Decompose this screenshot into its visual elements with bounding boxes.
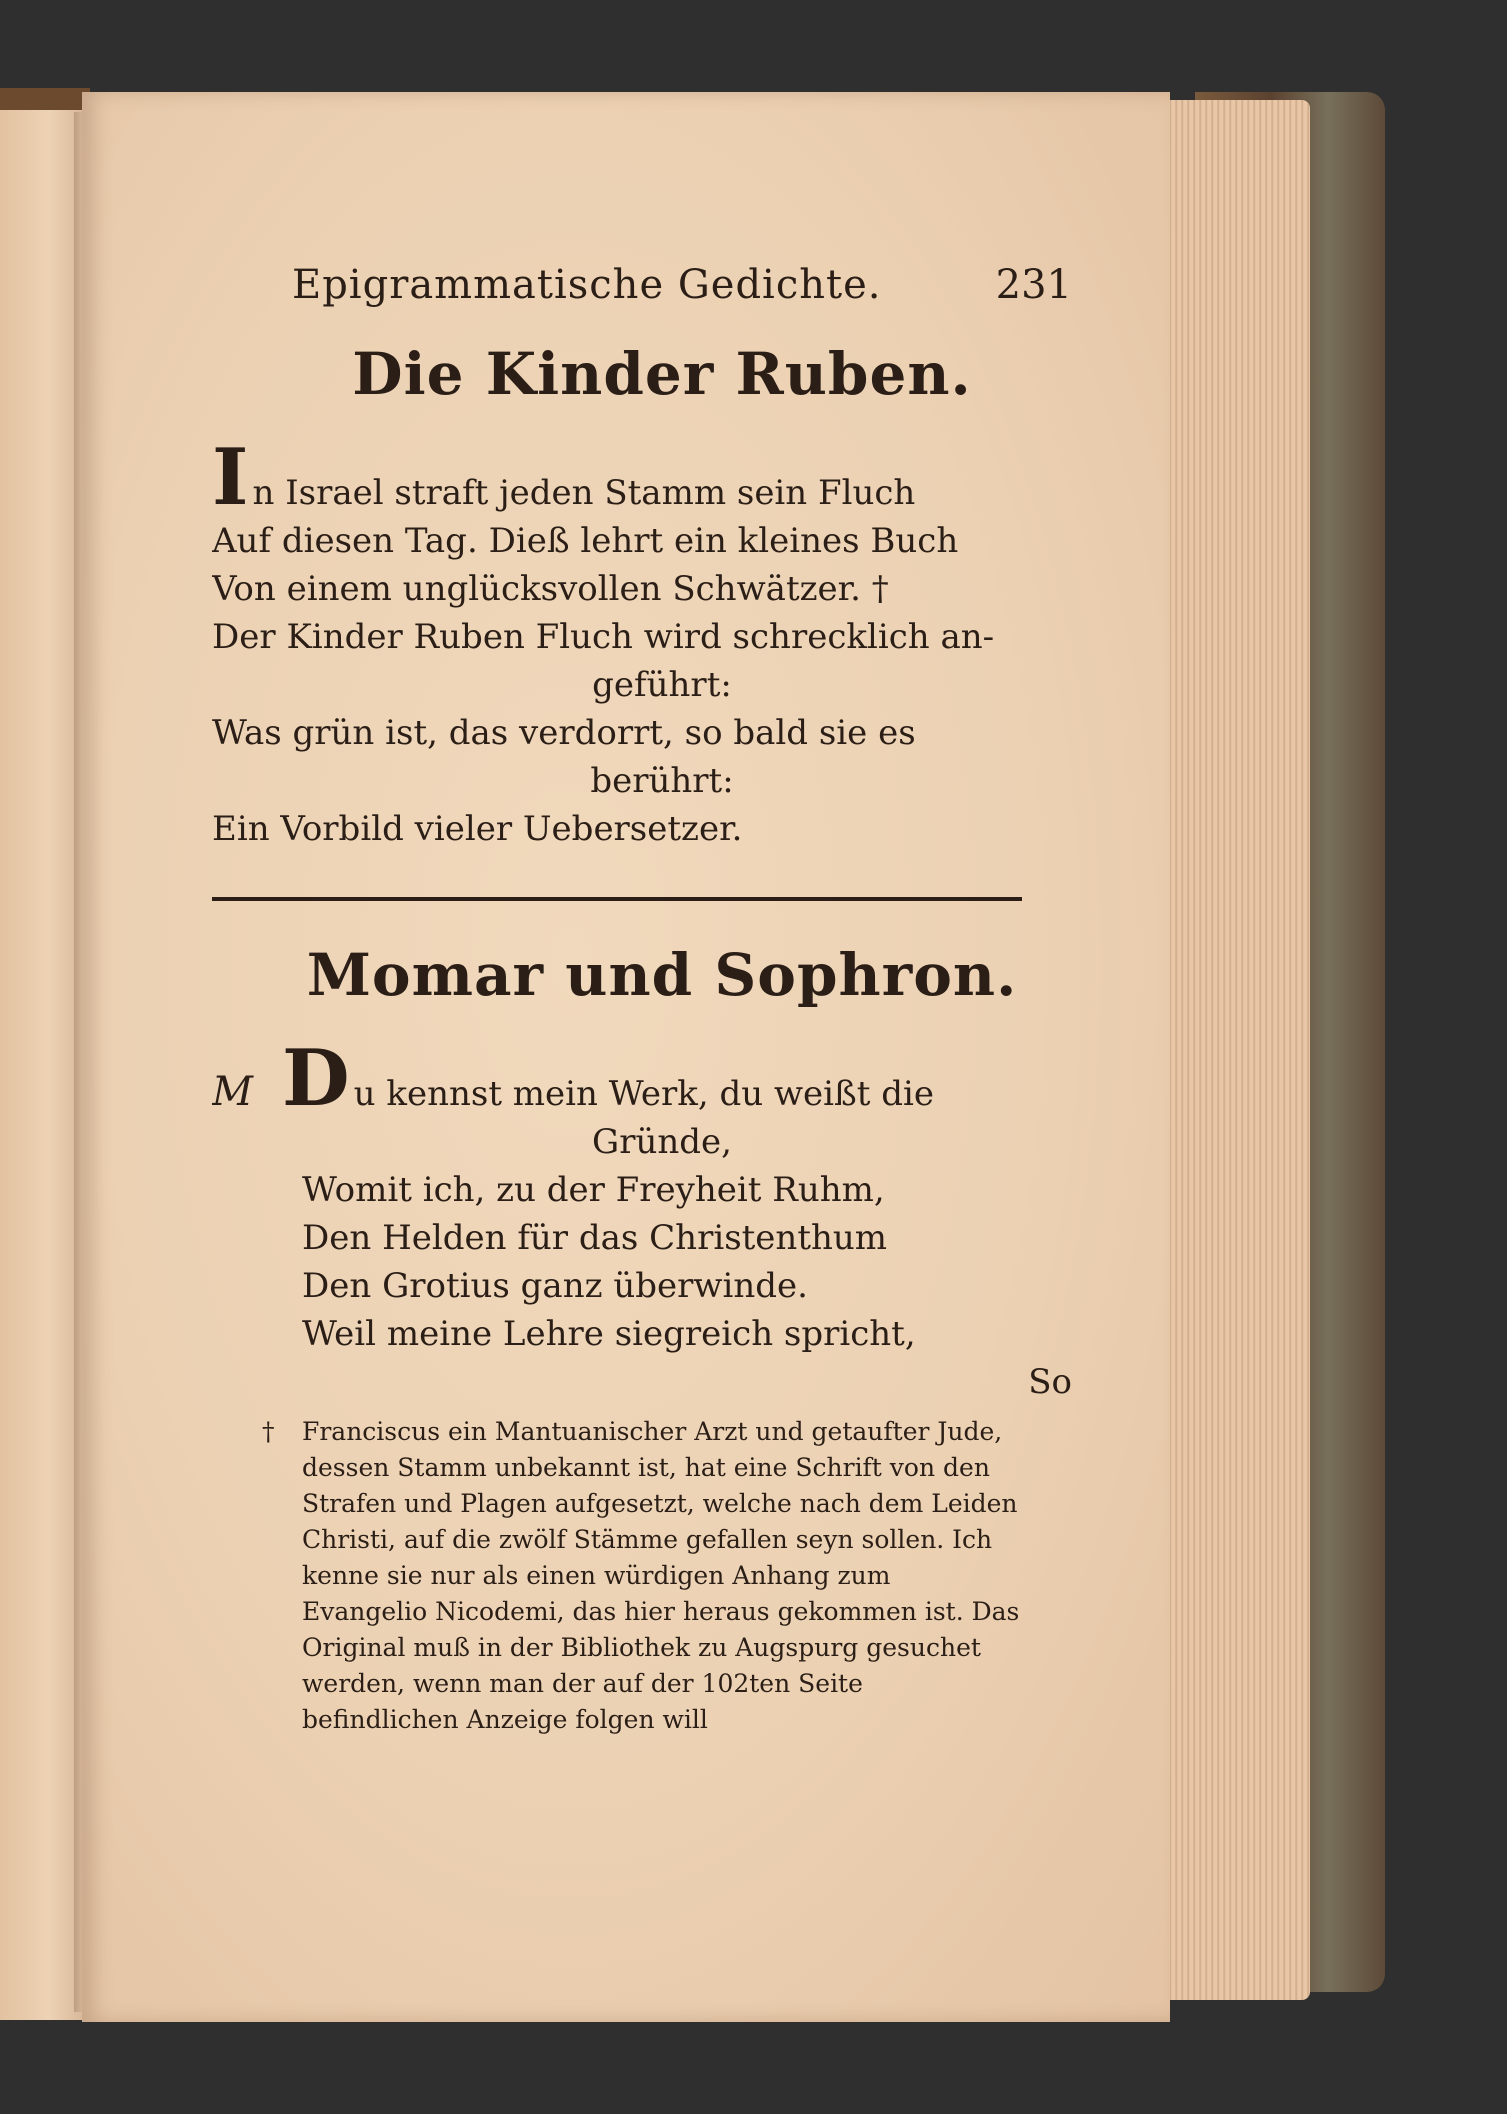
poem-title-1: Die Kinder Ruben. [352, 340, 972, 408]
poem-1 [212, 432, 1112, 853]
running-title: Epigrammatische Gedichte. [292, 262, 882, 308]
poem-1-line-6: Was grün ist, das verdorrt, so bald sie es [212, 713, 916, 753]
page-number: 231 [995, 262, 1072, 308]
page-text-block [212, 262, 1112, 1982]
footnote [212, 1414, 1022, 1738]
poem-title-2: Momar und Sophron. [306, 941, 1018, 1009]
poem-1-line-1: In Israel straft jeden Stamm sein Fluch [212, 432, 916, 523]
speaker-label: M [212, 1069, 253, 1115]
poem-2-line-6: Weil meine Lehre siegreich spricht, [302, 1314, 916, 1354]
poem-1-line-4: Der Kinder Ruben Fluch wird schrecklich an- [212, 617, 995, 657]
footnote-mark: † [262, 1417, 275, 1446]
drop-initial: D [282, 1033, 350, 1124]
poem-1-line-3: Von einem unglücksvollen Schwätzer. † [212, 569, 889, 609]
facing-page-edge [0, 110, 82, 2020]
poem-2-line-4: Den Helden für das Christenthum [302, 1218, 888, 1258]
book-page [82, 92, 1170, 2022]
poem-2-line-3: Womit ich, zu der Freyheit Ruhm, [302, 1170, 885, 1210]
poem-2 [212, 1033, 1112, 1358]
poem-2-line-2: Gründe, [592, 1122, 732, 1162]
poem-1-line-8: Ein Vorbild vieler Uebersetzer. [212, 809, 743, 849]
poem-1-line-5: geführt: [592, 665, 732, 705]
poem-2-line-1: M D u kennst mein Werk, du weißt die [212, 1033, 934, 1124]
footnote-text: Franciscus ein Mantuanischer Arzt und getaufter Jude, dessen Stamm unbekannt ist, hat eine Schrift von den Strafen und Plagen aufgesetzt, welche nach dem Leiden Christi, auf die zwölf Stämme gefallen seyn sollen. Ich kenne sie nur als einen würdigen Anhang zum Evangelio Nicodemi, das hier heraus gekommen ist. Das Original muß in der Bibliothek zu Augspurg gesuchet werden, wenn man der auf der 102ten Seite befindlichen Anzeige folgen will [302, 1417, 1020, 1734]
poem-1-line-2: Auf diesen Tag. Dieß lehrt ein kleines Buch [212, 521, 959, 561]
poem-2-line-5: Den Grotius ganz überwinde. [302, 1266, 808, 1306]
running-head [212, 262, 1112, 322]
section-divider [212, 897, 1022, 901]
drop-initial: I [212, 432, 249, 523]
page-stack-edge [1160, 100, 1310, 2000]
poem-1-line-7: berührt: [590, 761, 734, 801]
catchword: So [1028, 1362, 1072, 1402]
